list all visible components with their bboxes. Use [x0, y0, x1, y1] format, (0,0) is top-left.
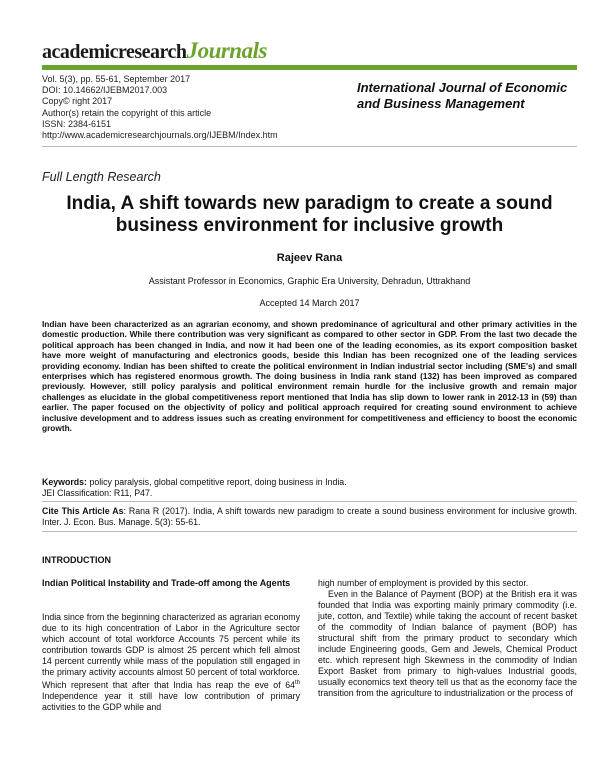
- author-affiliation: Assistant Professor in Economics, Graphic Era University, Dehradun, Uttrakhand: [148, 276, 471, 286]
- citation: [42, 506, 577, 528]
- meta-doi: DOI: 10.14662/IJEBM2017.003: [42, 85, 168, 96]
- column1-paragraph: [42, 612, 300, 713]
- cite-top-rule: [42, 501, 577, 502]
- author-name: Rajeev Rana: [276, 252, 343, 264]
- col1-text-b: Independence year it still have low contribution of primary activities to the GDP while and: [42, 690, 300, 712]
- logo-academic: academic: [42, 41, 118, 63]
- column2-first-line: high number of employment is provided by this sector.: [318, 578, 529, 588]
- col1-text-a: India since from the beginning characterized as agrarian economy due to its high concentration of Labor in the Agriculture sector which account of total workforce Accounts 75 percent while its contribution towards GDP is almost 25 percent which fell almost 14 percent currently while mass of the population still engaged in the primary activity accounts almost 50 percent of total workforce. Which represent that after that India has reap the eve of 64: [42, 612, 300, 690]
- keywords-block: [42, 477, 577, 499]
- journal-name: International Journal of Economic and Business Management: [357, 80, 568, 111]
- header-divider: [42, 65, 577, 70]
- header-bottom-rule: [42, 146, 577, 147]
- meta-rights: Author(s) retain the copyright of this article: [42, 107, 212, 118]
- meta-copyright: Copy© right 2017: [42, 96, 113, 107]
- subsection-heading: Indian Political Instability and Trade-off among the Agents: [42, 578, 291, 588]
- keywords-label: Keywords:: [42, 477, 87, 487]
- column2-paragraph: Even in the Balance of Payment (BOP) at the British era it was founded that India was exporting mainly primary commodity (i.e. jute, cotton, and Textile) while taking the account of recent basket of the commodity of Indian balance of payment (BOP) has structural shift from the primary product to secondary which include Engineering goods, Gem and Jewels, Chemical Product etc. which represent high Skewness in the commodity of Indian Export Basket from primary to high-values Industrial goods, usually economics text theory tell us that as the economy face the transition from the agriculture to industrialization or the process of: [318, 589, 577, 698]
- article-title: India, A shift towards new paradigm to create a sound business environment for inclusive growth: [66, 193, 553, 236]
- abstract: Indian have been characterized as an agrarian economy, and shown predominance of agricultural and other primary activities in the domestic production. While there contribution was very significant as compared to other sector in GDP. From the last two decade the political approach has been changed in India, and now it had been one of the leading economies, as its export composition basket have more weight of manufacturing and electronics goods, beside this Indian has been recognized one of the leading services providing economy. Indian has been shifted to create the political environment in Indian industrial sector including (SME's) and small enterprises which has registered enormous growth. The doing business in India rank stand (132) has been improved as compared previously. However, still policy paralysis and political environment remain hurdle for the inclusive growth and remain major challenges as elucidate in the global competitiveness report mentioned that India has slip down to lower rank in 2012-13 in (59) than earlier. The paper focused on the objectivity of policy and political approach required for creating sound environment to achieve inclusive development and to address issues such as creating environment for competitiveness and efficiency to boost the economic growth.: [42, 319, 577, 434]
- cite-bottom-rule: [42, 531, 577, 532]
- meta-volume: Vol. 5(3), pp. 55-61, September 2017: [42, 74, 191, 84]
- cite-label: Cite This Article As: [42, 506, 124, 516]
- section-heading-introduction: INTRODUCTION: [42, 555, 111, 565]
- cite-text: : Rana R (2017). India, A shift towards new paradigm to create a sound business environment for inclusive growth. Inter. J. Econ. Bus. Manage. 5(3): 55-61.: [42, 506, 577, 527]
- jel-classification: JEI Classification: R11, P47.: [42, 488, 153, 498]
- logo-research: research: [117, 41, 187, 63]
- publisher-logo: [42, 38, 267, 64]
- meta-issn: ISSN: 2384-6151: [42, 118, 112, 129]
- publication-metadata: [42, 74, 278, 141]
- article-type: Full Length Research: [42, 170, 161, 184]
- meta-url[interactable]: http://www.academicresearchjournals.org/IJEBM/Index.htm: [42, 130, 278, 141]
- logo-journals: Journals: [186, 38, 267, 63]
- accepted-date: Accepted 14 March 2017: [259, 298, 360, 308]
- keywords-text: policy paralysis, global competitive report, doing business in India.: [89, 477, 347, 487]
- col1-superscript: th: [294, 680, 300, 686]
